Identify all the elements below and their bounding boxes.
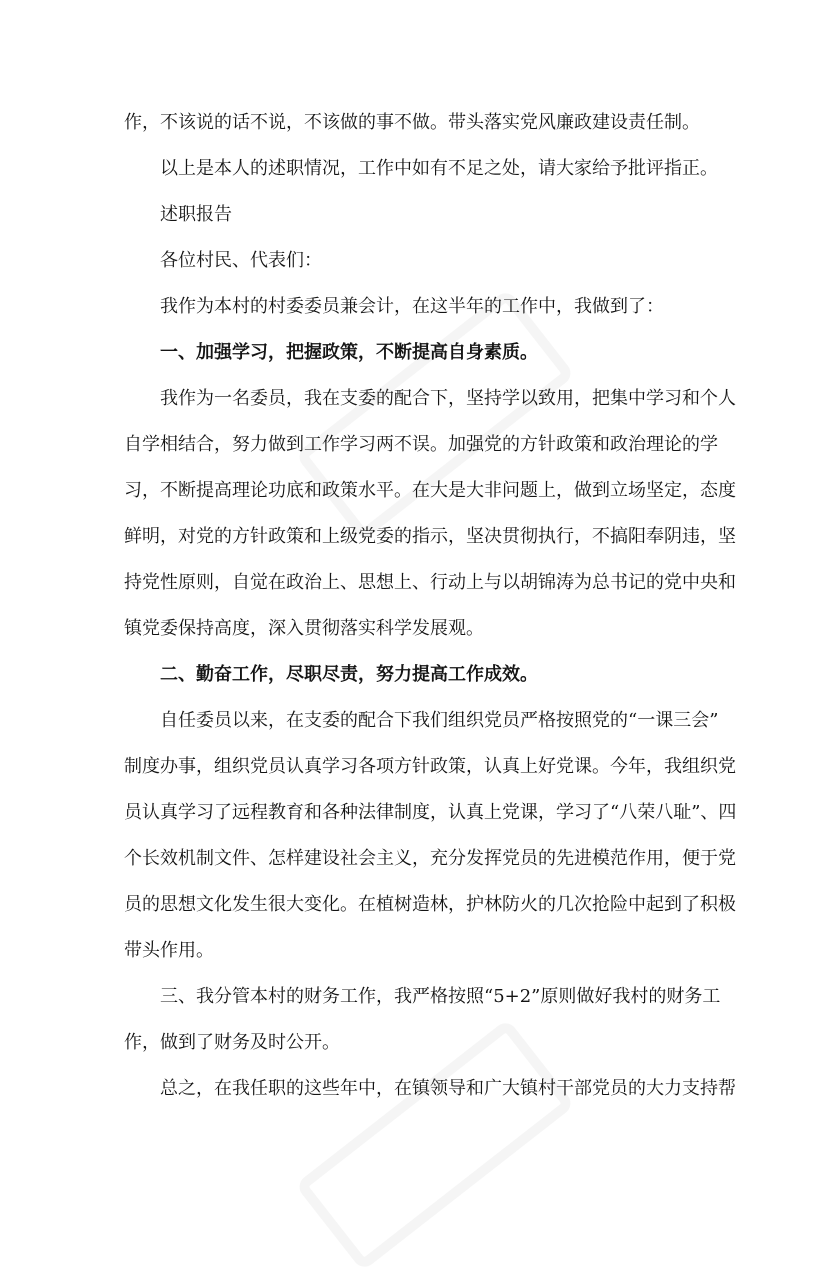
heading-two: 二、勤奋工作，尽职尽责，努力提高工作成效。 — [160, 664, 538, 685]
paragraph-line: 我作为本村的村委委员兼会计，在这半年的工作中，我做到了： — [160, 296, 664, 317]
paragraph-line: 员的思想文化发生很大变化。在植树造林，护林防火的几次抢险中起到了积极 — [124, 894, 736, 915]
paragraph-line: 自任委员以来，在支委的配合下我们组织党员严格按照党的“一课三会” — [160, 710, 719, 731]
paragraph-line: 持党性原则，自觉在政治上、思想上、行动上与以胡锦涛为总书记的党中央和 — [124, 572, 736, 593]
paragraph-line: 总之，在我任职的这些年中，在镇领导和广大镇村干部党员的大力支持帮 — [160, 1078, 736, 1099]
paragraph-line: 自学相结合，努力做到工作学习两不误。加强党的方针政策和政治理论的学 — [124, 434, 718, 455]
paragraph-line: 个长效机制文件、怎样建设社会主义，充分发挥党员的先进模范作用，便于党 — [124, 848, 736, 869]
paragraph-line: 带头作用。 — [124, 940, 214, 961]
paragraph-line: 以上是本人的述职情况，工作中如有不足之处，请大家给予批评指正。 — [160, 158, 718, 179]
heading-one: 一、加强学习，把握政策，不断提高自身素质。 — [160, 342, 538, 363]
paragraph-line: 镇党委保持高度，深入贯彻落实科学发展观。 — [124, 618, 484, 639]
paragraph-line: 习，不断提高理论功底和政策水平。在大是大非问题上，做到立场坚定，态度 — [124, 480, 736, 501]
salutation: 各位村民、代表们： — [160, 250, 322, 271]
paragraph-line: 制度办事，组织党员认真学习各项方针政策，认真上好党课。今年，我组织党 — [124, 756, 736, 777]
document-body — [124, 100, 737, 1112]
paragraph-line: 员认真学习了远程教育和各种法律制度，认真上党课，学习了“八荣八耻”、四 — [124, 802, 737, 823]
paragraph-line: 三、我分管本村的财务工作，我严格按照“5+2”原则做好我村的财务工 — [160, 986, 721, 1007]
paragraph-line: 我作为一名委员，我在支委的配合下，坚持学以致用，把集中学习和个人 — [160, 388, 736, 409]
section-title: 述职报告 — [160, 204, 232, 225]
paragraph-line: 鲜明，对党的方针政策和上级党委的指示，坚决贯彻执行，不搞阳奉阴违，坚 — [124, 526, 736, 547]
paragraph-line: 作，不该说的话不说，不该做的事不做。带头落实党风廉政建设责任制。 — [124, 112, 700, 133]
paragraph-line: 作，做到了财务及时公开。 — [124, 1032, 340, 1053]
